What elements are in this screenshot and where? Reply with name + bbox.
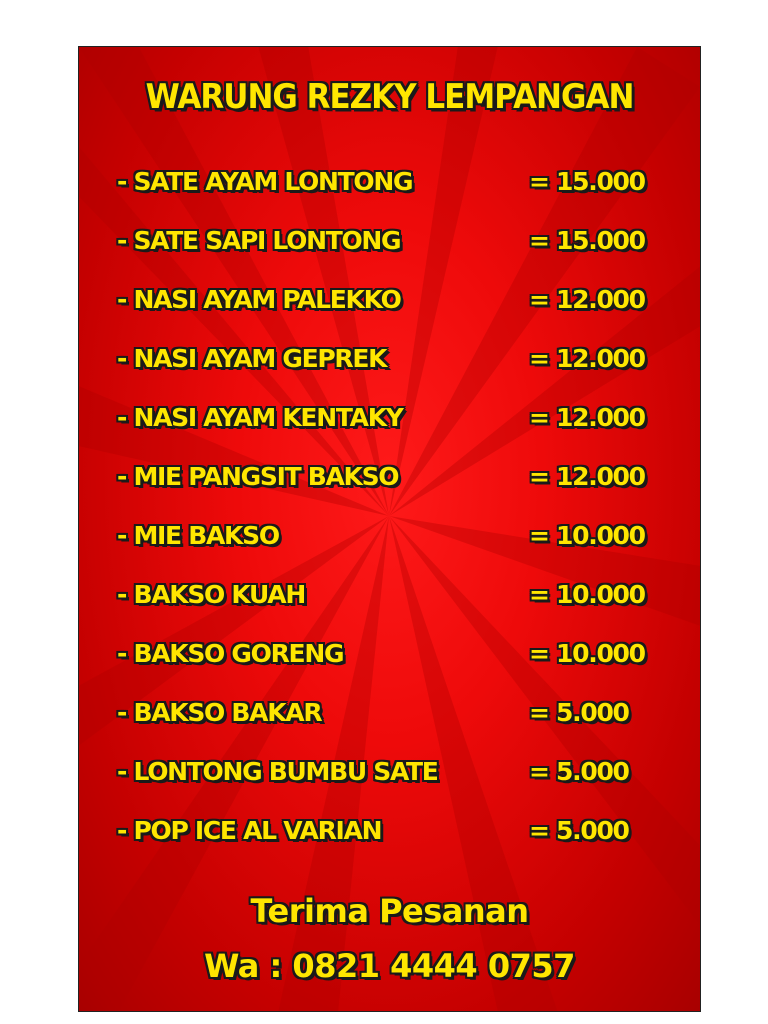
menu-item-name: - NASI AYAM KENTAKY xyxy=(117,403,403,432)
menu-item-name: - NASI AYAM PALEKKO xyxy=(117,285,401,314)
menu-item xyxy=(117,403,662,462)
menu-list xyxy=(117,167,662,875)
menu-item-price: = 10.000 xyxy=(529,521,645,550)
menu-item xyxy=(117,344,662,403)
menu-item xyxy=(117,639,662,698)
menu-item xyxy=(117,816,662,875)
menu-item-name: - SATE AYAM LONTONG xyxy=(117,167,413,196)
menu-item-name: - BAKSO BAKAR xyxy=(117,698,322,727)
menu-item-name: - NASI AYAM GEPREK xyxy=(117,344,387,373)
menu-item-name: - POP ICE AL VARIAN xyxy=(117,816,382,845)
whatsapp-contact: Wa : 0821 4444 0757 xyxy=(204,947,575,985)
menu-item-price: = 12.000 xyxy=(529,462,645,491)
menu-item-price: = 15.000 xyxy=(529,167,645,196)
menu-item xyxy=(117,462,662,521)
menu-item-price: = 10.000 xyxy=(529,580,645,609)
menu-item-name: - BAKSO GORENG xyxy=(117,639,344,668)
page-title: WARUNG REZKY LEMPANGAN xyxy=(145,77,634,117)
menu-item xyxy=(117,167,662,226)
menu-item-price: = 15.000 xyxy=(529,226,645,255)
menu-item-price: = 12.000 xyxy=(529,285,645,314)
menu-item-name: - MIE BAKSO xyxy=(117,521,279,550)
menu-item-price: = 10.000 xyxy=(529,639,645,668)
menu-item-name: - BAKSO KUAH xyxy=(117,580,305,609)
menu-item xyxy=(117,226,662,285)
menu-item xyxy=(117,698,662,757)
menu-item-name: - LONTONG BUMBU SATE xyxy=(117,757,438,786)
menu-item-name: - MIE PANGSIT BAKSO xyxy=(117,462,399,491)
menu-item xyxy=(117,757,662,816)
menu-item xyxy=(117,580,662,639)
menu-item-price: = 12.000 xyxy=(529,344,645,373)
menu-item-price: = 5.000 xyxy=(529,698,629,727)
menu-item-name: - SATE SAPI LONTONG xyxy=(117,226,401,255)
menu-item-price: = 5.000 xyxy=(529,816,629,845)
order-notice: Terima Pesanan xyxy=(250,892,529,930)
menu-poster xyxy=(78,46,701,1012)
menu-item xyxy=(117,285,662,344)
menu-item xyxy=(117,521,662,580)
menu-item-price: = 12.000 xyxy=(529,403,645,432)
menu-item-price: = 5.000 xyxy=(529,757,629,786)
